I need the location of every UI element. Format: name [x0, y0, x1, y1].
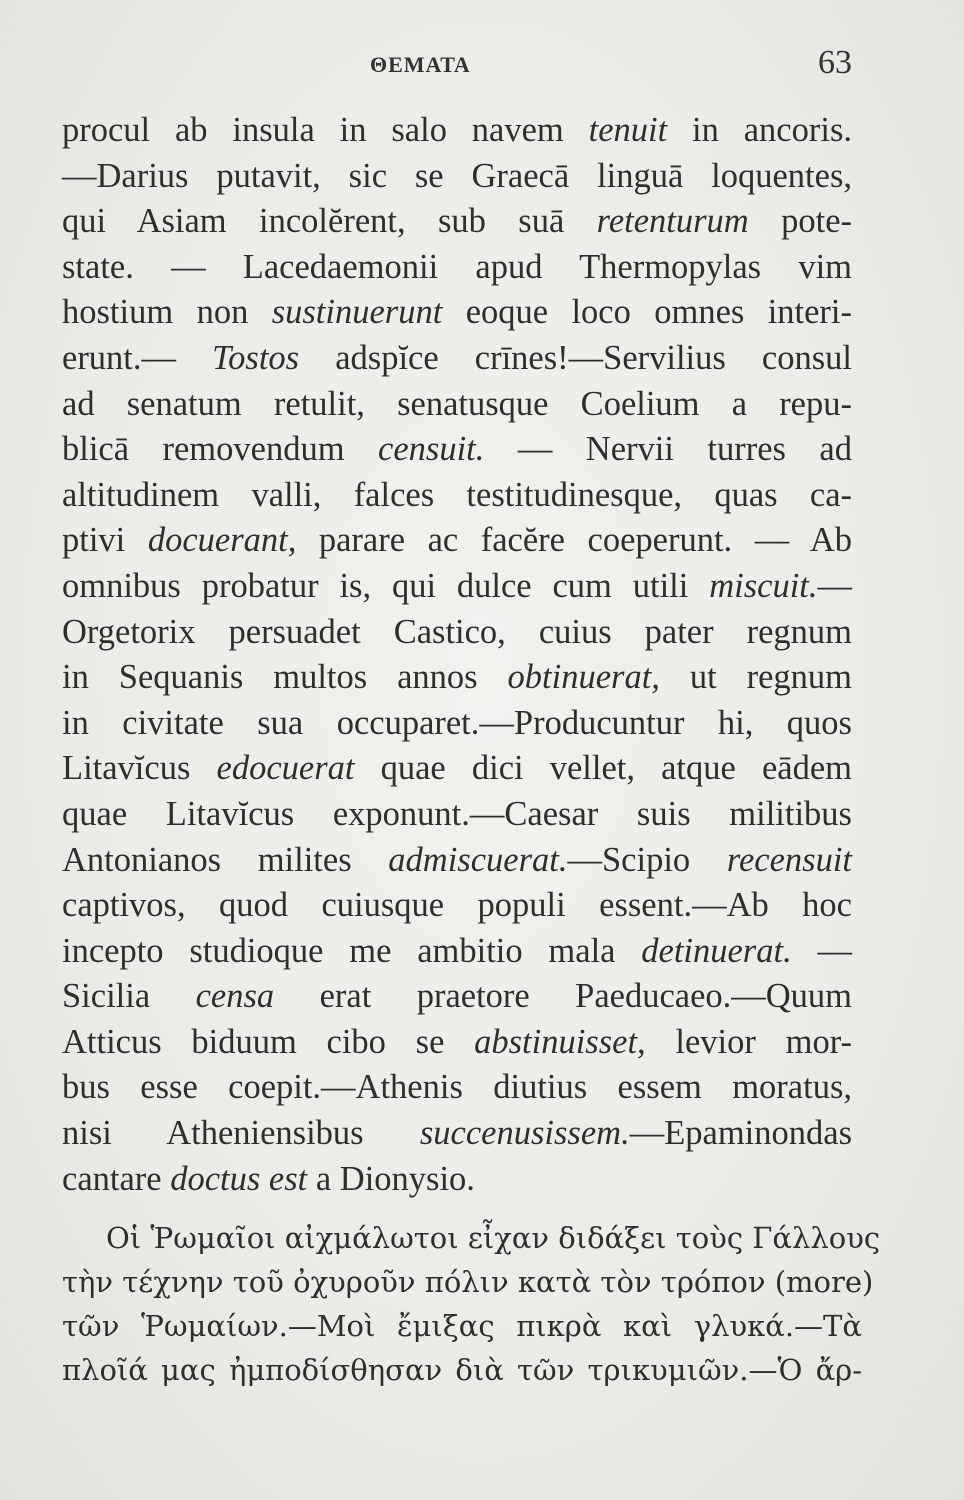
latin-line: [62, 382, 852, 428]
italic-verb-form: admiscuerat.: [388, 840, 568, 879]
latin-line: [62, 108, 852, 154]
italic-verb-form: obtinuerat,: [507, 658, 660, 697]
latin-line: [62, 245, 852, 291]
latin-text-segment: —: [817, 566, 852, 605]
latin-text-segment: Litavĭcus: [62, 749, 217, 788]
greek-line: πλοῖά μας ἠμποδίσθησαν διὰ τῶν τρικυμιῶν.—Ὁ ἄρ-: [62, 1353, 862, 1387]
latin-text-segment: —Scipio: [567, 840, 727, 879]
italic-verb-form: edocuerat: [216, 749, 355, 788]
greek-line: Οἱ Ῥωμαῖοι αἰχμάλωτοι εἶχαν διδάξει τοὺς Γάλλους: [106, 1221, 881, 1255]
latin-text-segment: incepto studioque me ambitio mala: [62, 931, 642, 970]
latin-text-segment: qui Asiam incolĕrent, sub suā: [62, 202, 597, 241]
latin-text-segment: —Darius putavit, sic se Graecā linguā loquentes,: [62, 156, 852, 195]
latin-text-segment: omnibus probatur is, qui dulce cum utili: [62, 566, 710, 605]
latin-text-segment: adspĭce crīnes!—Servilius consul: [299, 338, 852, 377]
latin-line: [62, 929, 852, 975]
latin-line: [62, 518, 852, 564]
italic-verb-form: recensuit: [726, 840, 852, 879]
latin-text-segment: in civitate sua occuparet.—Producuntur hi, quos: [62, 703, 852, 742]
latin-text-segment: ad senatum retulit, senatusque Coelium a repu-: [62, 384, 852, 423]
latin-text-segment: erunt.—: [62, 338, 213, 377]
latin-text-segment: pote-: [748, 202, 852, 241]
latin-text-segment: state. — Lacedaemonii apud Thermopylas vim: [62, 247, 852, 286]
latin-text-segment: altitudinem valli, falces testitudinesque, quas ca-: [62, 475, 852, 514]
latin-text-segment: —: [791, 931, 852, 970]
latin-line: [62, 883, 852, 929]
greek-line: τὴν τέχνην τοῦ ὀχυροῦν πόλιν κατὰ τὸν τρόπον (more): [62, 1265, 874, 1299]
latin-text-segment: blicā removendum: [62, 430, 379, 469]
latin-text-segment: eoque loco omnes interi-: [442, 293, 852, 332]
running-title: ΘΕΜΑΤΑ: [370, 52, 471, 77]
latin-line: [62, 1111, 852, 1157]
latin-line: [62, 290, 852, 336]
italic-verb-form: abstinuisset,: [474, 1022, 646, 1061]
italic-verb-form: doctus est: [170, 1159, 308, 1198]
latin-text-segment: quae Litavĭcus exponunt.—Caesar suis militibus: [62, 794, 852, 833]
latin-line: [62, 610, 852, 656]
latin-text-segment: quae dici vellet, atque eādem: [354, 749, 852, 788]
latin-line: [62, 473, 852, 519]
latin-text-segment: Sicilia: [62, 977, 196, 1016]
italic-verb-form: retenturum: [596, 202, 749, 241]
latin-text-segment: cantare: [62, 1159, 171, 1198]
italic-verb-form: succenusissem.: [419, 1114, 630, 1153]
page-number: 63: [818, 44, 852, 81]
latin-line: [62, 792, 852, 838]
italic-verb-form: censuit.: [378, 430, 485, 469]
latin-text-segment: in Sequanis multos annos: [62, 658, 508, 697]
latin-line: [62, 336, 852, 382]
latin-text-segment: Antonianos milites: [62, 840, 389, 879]
latin-line: [62, 974, 852, 1020]
latin-text-segment: erat praetore Paeducaeo.—Quum: [274, 977, 853, 1016]
italic-verb-form: detinuerat.: [641, 931, 792, 970]
latin-line: [62, 655, 852, 701]
latin-text-segment: a Dionysio.: [307, 1159, 475, 1198]
latin-line: [62, 154, 852, 200]
latin-text-segment: —Epaminondas: [629, 1114, 852, 1153]
latin-text-segment: in ancoris.: [667, 111, 852, 149]
latin-text-segment: Orgetorix persuadet Castico, cuius pater regnum: [62, 612, 852, 651]
latin-text-segment: hostium non: [62, 293, 272, 332]
latin-line: [62, 1065, 852, 1111]
latin-line: [62, 746, 852, 792]
greek-exercise-text: [62, 1216, 881, 1392]
latin-line: [62, 838, 852, 884]
italic-verb-form: tenuit: [588, 111, 668, 149]
italic-verb-form: Tostos: [212, 338, 300, 377]
latin-text-segment: ptivi: [62, 521, 148, 560]
latin-text-segment: procul ab insula in salo navem: [62, 111, 589, 149]
italic-verb-form: censa: [195, 977, 275, 1016]
latin-text-segment: ut regnum: [659, 658, 852, 697]
latin-text-segment: nisi Atheniensibus: [62, 1114, 420, 1153]
latin-line: [62, 199, 852, 245]
italic-verb-form: docuerant,: [147, 521, 297, 560]
latin-text-segment: captivos, quod cuiusque populi essent.—Ab hoc: [62, 886, 852, 925]
latin-text-segment: — Nervii turres ad: [484, 430, 852, 469]
latin-line: [62, 1157, 852, 1203]
latin-line: [62, 564, 852, 610]
latin-text-segment: Atticus biduum cibo se: [62, 1022, 475, 1061]
greek-line: τῶν Ῥωμαίων.—Μοὶ ἔμιξας πικρὰ καὶ γλυκά.—Τὰ: [62, 1309, 862, 1343]
latin-line: [62, 427, 852, 473]
latin-exercise-text: [62, 108, 852, 1202]
italic-verb-form: miscuit.: [709, 566, 818, 605]
latin-line: [62, 1020, 852, 1066]
latin-line: [62, 701, 852, 747]
page-header: [62, 44, 852, 104]
latin-text-segment: bus esse coepit.—Athenis diutius essem moratus,: [62, 1068, 852, 1107]
latin-text-segment: levior mor-: [645, 1022, 852, 1061]
latin-text-segment: parare ac facĕre coeperunt. — Ab: [296, 521, 853, 560]
italic-verb-form: sustinuerunt: [271, 293, 443, 332]
